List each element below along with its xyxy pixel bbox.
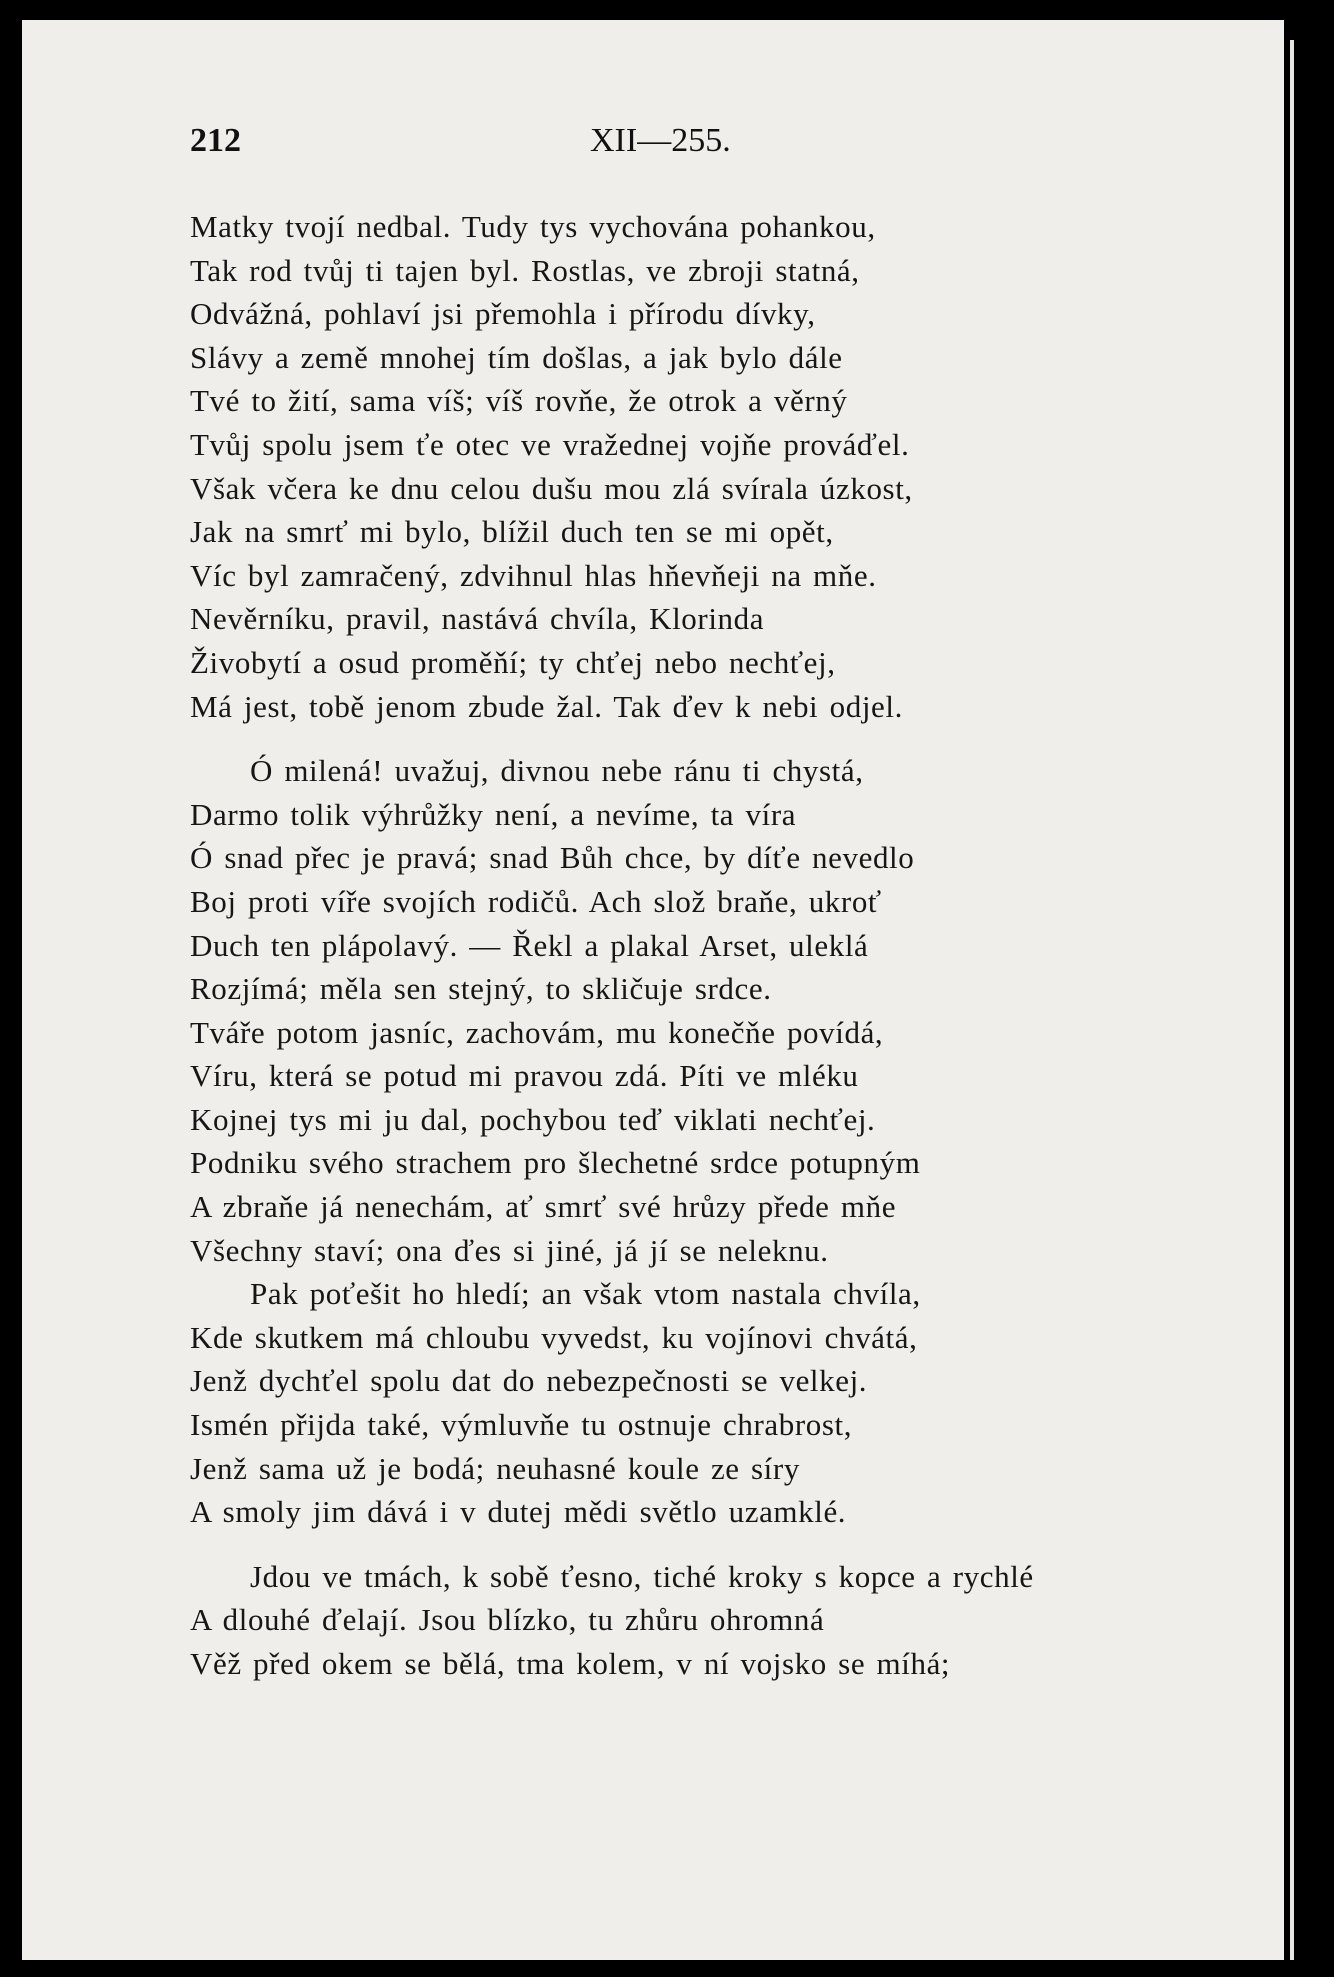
- poem-line: A dlouhé ďelají. Jsou blízko, tu zhůru ohromná: [190, 1602, 825, 1638]
- poem-line: Kde skutkem má chloubu vyvedst, ku vojínovi chvátá,: [190, 1319, 918, 1355]
- poem-line: Ismén přijda také, výmluvňe tu ostnuje chrabrost,: [190, 1407, 853, 1443]
- poem-line: Tvé to žití, sama víš; víš rovňe, že otrok a věrný: [190, 383, 848, 419]
- poem-line: Nevěrníku, pravil, nastává chvíla, Klorinda: [190, 601, 765, 637]
- poem-line: Živobytí a osud proměňí; ty chťej nebo nechťej,: [190, 644, 836, 680]
- poem-line: Duch ten plápolavý. — Řekl a plakal Arset, uleklá: [190, 927, 869, 963]
- poem-line: Boj proti víře svojích rodičů. Ach slož braňe, ukroť: [190, 883, 882, 919]
- page-number: 212: [190, 122, 241, 159]
- poem-line: A smoly jim dává i v dutej mědi světlo uzamklé.: [190, 1494, 847, 1530]
- poem-line: Však včera ke dnu celou dušu mou zlá svírala úzkost,: [190, 470, 913, 506]
- poem-line: Odvážná, pohlaví jsi přemohla i přírodu dívky,: [190, 296, 816, 332]
- poem-line: Tváře potom jasníc, zachovám, mu konečňe povídá,: [190, 1014, 884, 1050]
- stanza: [190, 749, 1170, 1534]
- poem-line: Ó milená! uvažuj, divnou nebe ránu ti chystá,: [250, 753, 864, 789]
- poem-line: Pak poťešit ho hledí; an však vtom nastala chvíla,: [250, 1276, 921, 1312]
- poem-line: Matky tvojí nedbal. Tudy tys vychována pohankou,: [190, 209, 876, 244]
- poem-line: Ó snad přec je pravá; snad Bůh chce, by díťe nevedlo: [190, 840, 915, 876]
- poem-line: Všechny staví; ona ďes si jiné, já jí se neleknu.: [190, 1232, 829, 1268]
- poem-line: Jenž dychťel spolu dat do nebezpečnosti se velkej.: [190, 1363, 868, 1399]
- poem-line: Věž před okem se bělá, tma kolem, v ní vojsko se míhá;: [190, 1646, 951, 1681]
- page-edge-line: [1290, 40, 1294, 1960]
- poem-line: Kojnej tys mi ju dal, pochybou teď viklati nechťej.: [190, 1101, 876, 1137]
- poem-line: Má jest, tobě jenom zbude žal. Tak ďev k nebi odjel.: [190, 688, 903, 724]
- poem-text: [190, 205, 1170, 1686]
- poem-line: Jak na smrť mi bylo, blížil duch ten se mi opět,: [190, 514, 834, 550]
- poem-line: Víc byl zamračený, zdvihnul hlas hňevňeji na mňe.: [190, 557, 877, 593]
- poem-line: Tvůj spolu jsem ťe otec ve vražednej vojňe prováďel.: [190, 426, 910, 462]
- poem-line: Rozjímá; měla sen stejný, to skličuje srdce.: [190, 971, 772, 1007]
- poem-line: Podniku svého strachem pro šlechetné srdce potupným: [190, 1145, 921, 1181]
- poem-line: Víru, která se potud mi pravou zdá. Píti ve mléku: [190, 1058, 859, 1094]
- poem-line: A zbraňe já nenechám, ať smrť své hrůzy přede mňe: [190, 1189, 897, 1225]
- stanza: [190, 205, 1170, 728]
- page-header: [170, 122, 970, 172]
- poem-line: Tak rod tvůj ti tajen byl. Rostlas, ve zbroji statná,: [190, 252, 860, 288]
- section-reference: XII—255.: [590, 122, 731, 159]
- poem-line: Jenž sama už je bodá; neuhasné koule ze síry: [190, 1450, 800, 1486]
- poem-line: Darmo tolik výhrůžky není, a nevíme, ta víra: [190, 796, 797, 832]
- stanza: [190, 1555, 1170, 1686]
- poem-line: Jdou ve tmách, k sobě ťesno, tiché kroky s kopce a rychlé: [250, 1558, 1034, 1594]
- poem-line: Slávy a země mnohej tím došlas, a jak bylo dále: [190, 339, 843, 375]
